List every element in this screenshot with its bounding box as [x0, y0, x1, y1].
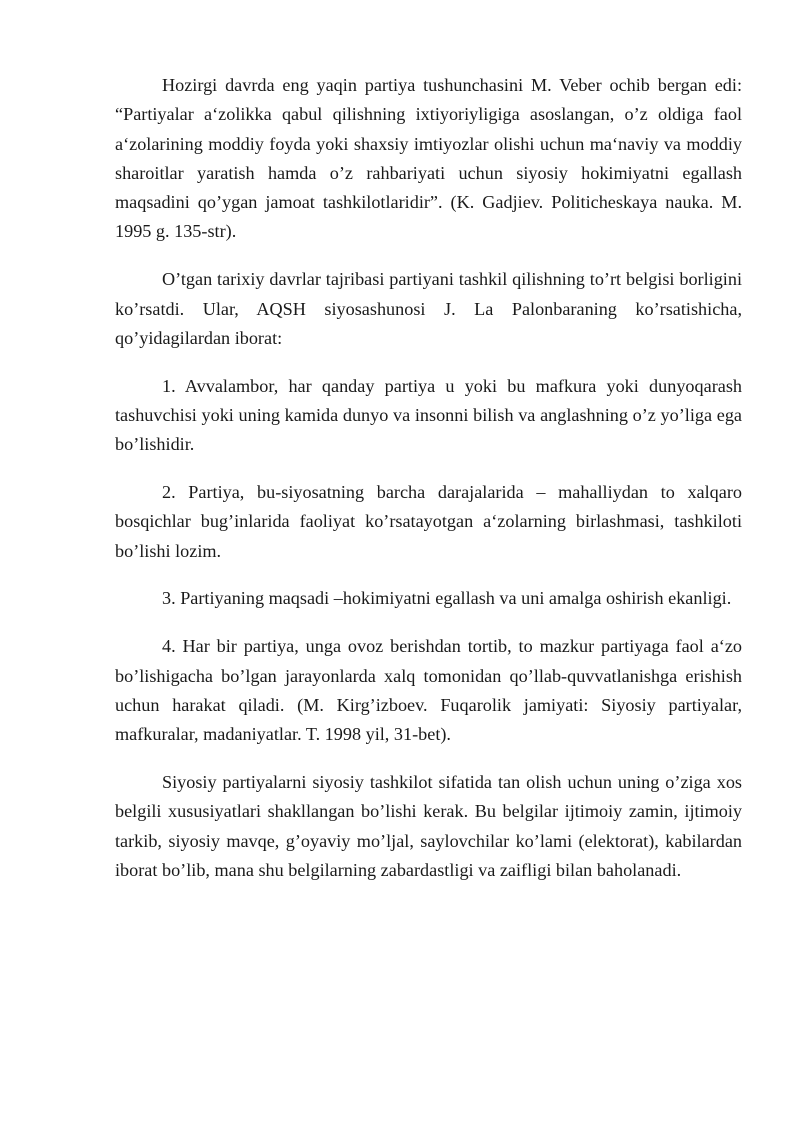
list-item-4-public-support: 4. Har bir partiya, unga ovoz berishdan tortib, to mazkur partiyaga faol a‘zo bo’lishigacha bo’lgan jarayonlarda xalq tomonidan qo’llab-quvvatlanishga erishish uchun harakat qiladi. (M. Kirg’izboev. Fuqarolik jamiyati: Siyosiy partiyalar, mafkuralar, madaniyatlar. T. 1998 yil, 31-bet).: [115, 636, 742, 745]
paragraph-party-features: Siyosiy partiyalarni siyosiy tashkilot sifatida tan olish uchun uning o’ziga xos belgili xususiyatlari shakllangan bo’lishi kerak. Bu belgilar ijtimoiy zamin, ijtimoiy tarkib, siyosiy mavqe, g’oyaviy mo’ljal, saylovchilar ko’lami (elektorat), kabilardan iborat bo’lib, mana shu belgilarning zabardastligi va zaifligi bilan baholanadi.: [115, 771, 742, 880]
paragraph-four-signs-intro: O’tgan tarixiy davrlar tajribasi partiyani tashkil qilishning to’rt belgisi borligini ko’rsatdi. Ular, AQSH siyosashunosi J. La Palonbaraning ko’rsatishicha, qo’yidagilardan iborat:: [115, 269, 742, 348]
list-item-1-ideology: 1. Avvalambor, har qanday partiya u yoki bu mafkura yoki dunyoqarash tashuvchisi yoki uning kamida dunyo va insonni bilish va anglashning o’z yo’liga ega bo’lishidir.: [115, 375, 742, 455]
paragraph-veber-definition: Hozirgi davrda eng yaqin partiya tushunchasini M. Veber ochib bergan edi: “Partiyalar a‘zolikka qabul qilishning ixtiyoriyligiga asoslangan, o’z oldiga faol a‘zolarining moddiy foyda yoki shaxsiy imtiyozlar olishi uchun ma‘naviy va moddiy sharoitlar yaratish hamda o’z rahbariyati uchun siyosiy hokimiyatni egallash maqsadini qo’ygan jamoat tashkilotlaridir”. (K. Gadjiev. Politicheskaya nauka. M. 1995 g. 135-str).: [115, 75, 742, 242]
document-body: [115, 71, 742, 904]
list-item-3-power-goal: 3. Partiyaning maqsadi –hokimiyatni egallash va uni amalga oshirish ekanligi.: [162, 588, 732, 609]
list-item-2-organization: 2. Partiya, bu-siyosatning barcha darajalarida – mahalliydan to xalqaro bosqichlar bug’inlarida faoliyat ko’rsatayotgan a‘zolarning birlashmasi, tashkiloti bo’lishi lozim.: [115, 482, 742, 561]
